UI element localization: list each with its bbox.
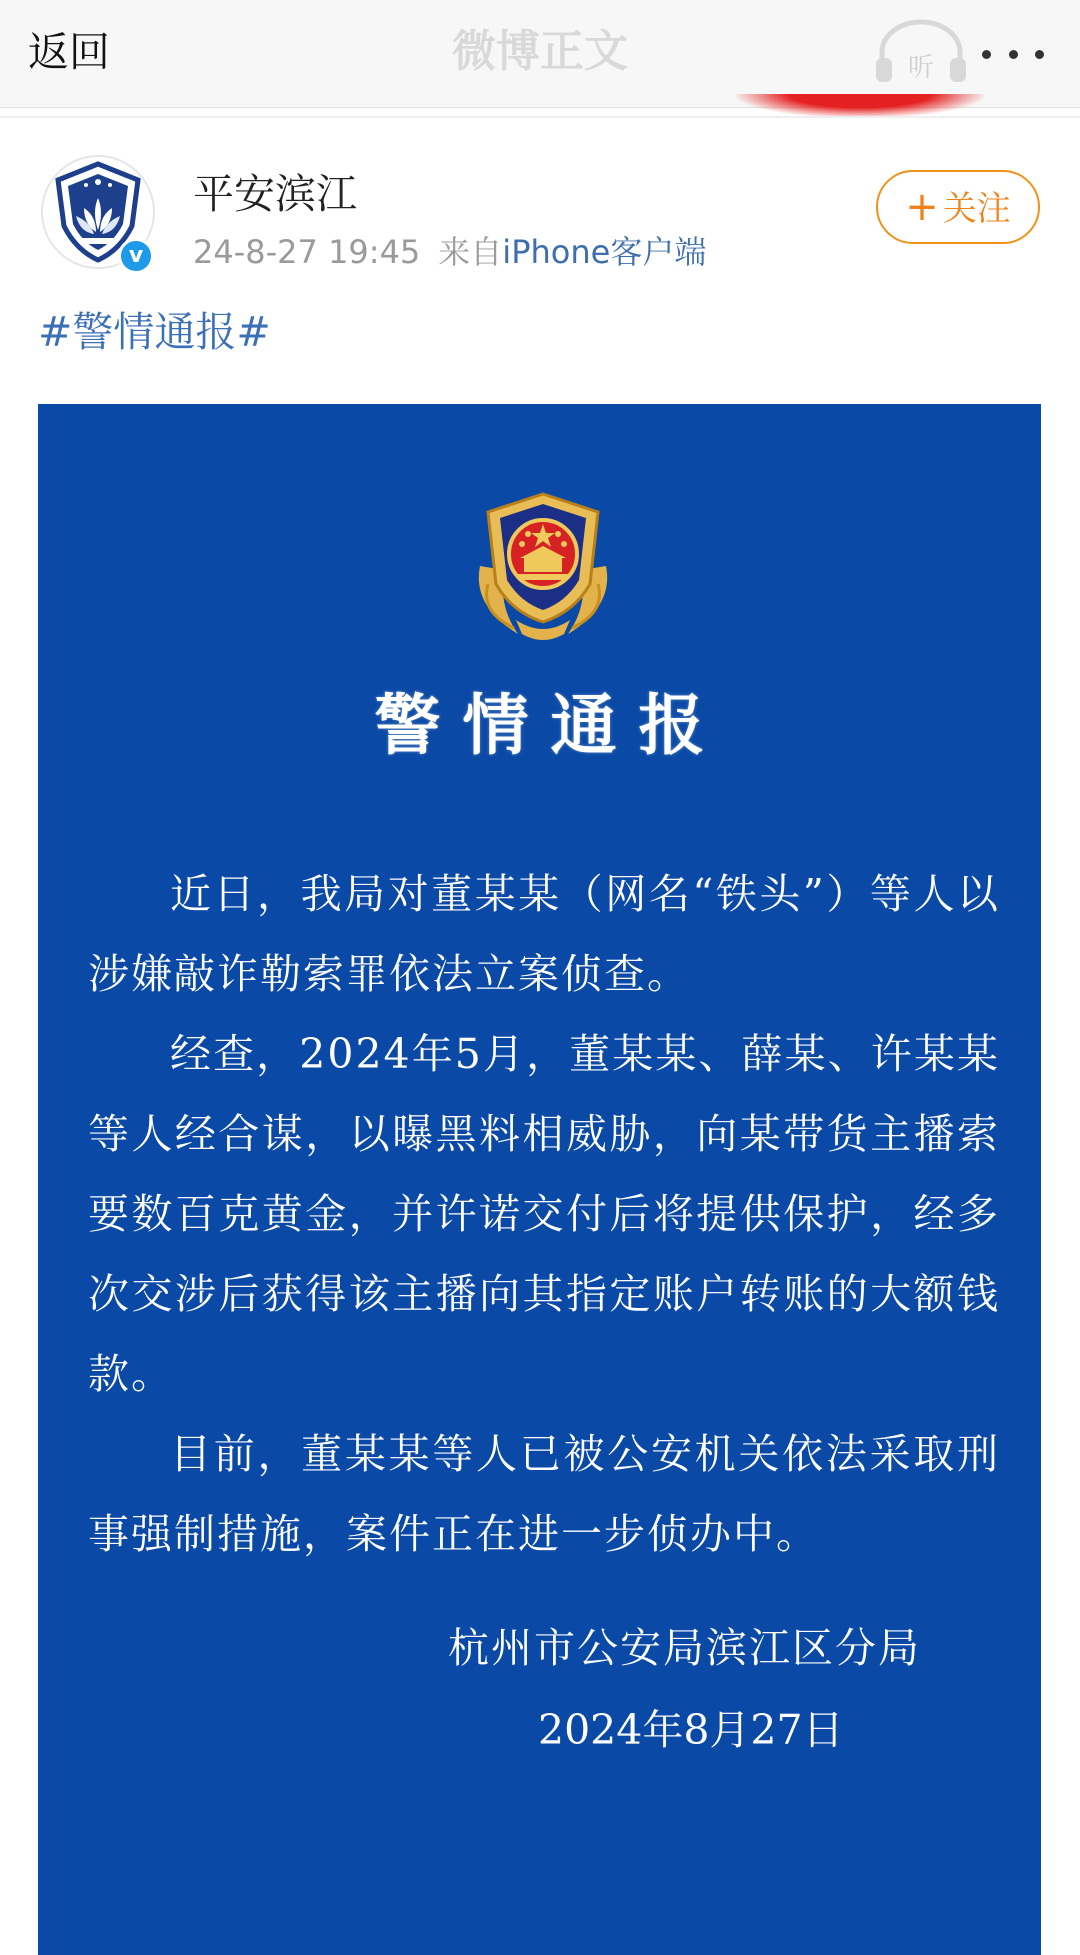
- notice-title: 警情通报: [374, 686, 727, 764]
- topic-hashtag-link[interactable]: #警情通报#: [38, 308, 271, 356]
- divider: [0, 116, 1080, 118]
- verified-badge-icon: v: [118, 238, 154, 274]
- post-timestamp: 24-8-27 19:45: [193, 233, 421, 271]
- more-dots-icon[interactable]: [978, 26, 1048, 82]
- red-decoration: [735, 94, 985, 118]
- source-link[interactable]: iPhone客户端: [502, 233, 707, 271]
- author-name[interactable]: 平安滨江: [193, 170, 357, 218]
- dot: [1009, 50, 1018, 59]
- listen-button[interactable]: [868, 18, 974, 88]
- dot: [982, 50, 991, 59]
- notice-paragraph-1: 近日，我局对董某某（网名“铁头”）等人以涉嫌敲诈勒索罪依法立案侦查。: [88, 870, 1000, 998]
- source-prefix: 来自: [438, 233, 503, 271]
- notice-paragraph-3: 目前，董某某等人已被公安机关依法采取刑事强制措施，案件正在进一步侦办中。: [88, 1430, 1000, 1558]
- notice-body: [88, 854, 1000, 1574]
- dot: [1035, 50, 1044, 59]
- notice-date: 2024年8月27日: [538, 1706, 844, 1754]
- back-button[interactable]: 返回: [28, 28, 110, 76]
- page-title: 微博正文: [452, 26, 628, 77]
- follow-button[interactable]: [876, 170, 1040, 244]
- notice-image[interactable]: [38, 404, 1041, 1955]
- top-nav-bar: [0, 0, 1080, 108]
- listen-headphone-icon: [868, 18, 974, 88]
- notice-paragraph-2: 经查，2024年5月，董某某、薛某、许某某等人经合谋，以曝黑料相威胁，向某带货主播索要数百克黄金，并许诺交付后将提供保护，经多次交涉后获得该主播向其指定账户转账的大额钱款。: [88, 1030, 1000, 1398]
- notice-signature: 杭州市公安局滨江区分局: [448, 1624, 921, 1672]
- police-emblem-icon: [458, 488, 628, 648]
- follow-label: 关注: [942, 189, 1011, 229]
- post-meta: [193, 230, 706, 274]
- listen-label: 听: [907, 53, 935, 83]
- plus-icon: +: [905, 184, 939, 230]
